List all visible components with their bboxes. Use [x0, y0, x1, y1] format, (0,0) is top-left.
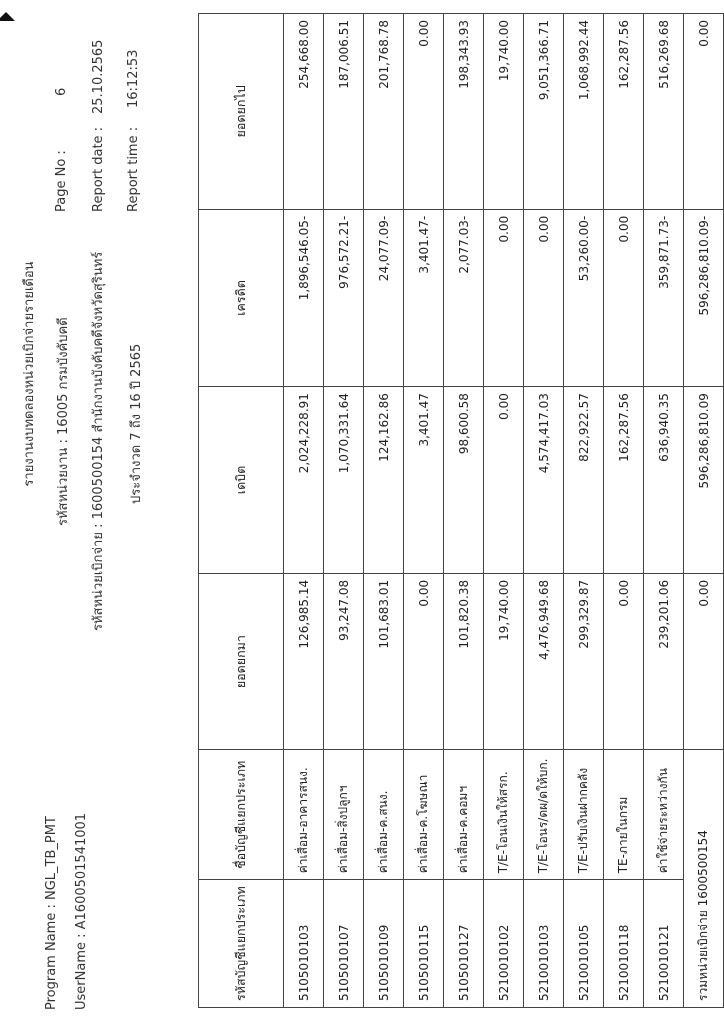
agency-code: รหัสหน่วยงาน : 16005 กรมบังคับคดี [56, 317, 71, 526]
debit: 2,024,228.91 [284, 387, 324, 574]
credit: 0.00 [604, 209, 644, 386]
debit: 98,600.58 [444, 387, 484, 574]
credit: 24,077.09- [364, 209, 404, 386]
brought-forward: 93,247.08 [324, 573, 364, 750]
account-name: TE-ภายในกรม [604, 750, 644, 880]
table-header-row [199, 14, 284, 1008]
debit: 1,070,331.64 [324, 387, 364, 574]
credit: 1,896,546.05- [284, 209, 324, 386]
report-time-value: 16:12:53 [126, 49, 141, 108]
page-no-label: Page No : [54, 150, 69, 212]
debit: 636,940.35 [644, 387, 684, 574]
credit: 2,077.03- [444, 209, 484, 386]
account-name: ค่าเสื่อม-ค.สนง. [364, 750, 404, 880]
carried-forward: 201,768.78 [364, 14, 404, 210]
brought-forward: 126,985.14 [284, 573, 324, 750]
credit: 976,572.21- [324, 209, 364, 386]
table-row [604, 14, 644, 1008]
credit: 0.00 [484, 209, 524, 386]
table-row [644, 14, 684, 1008]
carried-forward: 162,287.56 [604, 14, 644, 210]
brought-forward: 101,683.01 [364, 573, 404, 750]
table-row [404, 14, 444, 1008]
debit: 162,287.56 [604, 387, 644, 574]
col-brought-forward: ยอดยกมา [199, 573, 284, 750]
report-date-label: Report date : [91, 126, 106, 212]
carried-forward: 19,740.00 [484, 14, 524, 210]
report-title: รายงานงบทดลองหน่วยเบิกจ่ายรายเดือน [22, 261, 37, 487]
col-credit: เครดิต [199, 209, 284, 386]
user-name: UserName : A1600501541001 [74, 812, 89, 1010]
brought-forward: 239,201.06 [644, 573, 684, 750]
credit: 3,401.47- [404, 209, 444, 386]
account-name: T/E-โอนเงินให้สรก. [484, 750, 524, 880]
debit: 124,162.86 [364, 387, 404, 574]
total-brought-forward: 0.00 [684, 573, 724, 750]
debit: 3,401.47 [404, 387, 444, 574]
period: ประจำงวด 7 ถึง 16 ปี 2565 [129, 343, 144, 504]
account-code: 5105010109 [364, 880, 404, 1008]
carried-forward: 0.00 [404, 14, 444, 210]
carried-forward: 198,343.93 [444, 14, 484, 210]
account-code: 5105010127 [444, 880, 484, 1008]
report-date-value: 25.10.2565 [91, 39, 106, 114]
table-row [564, 14, 604, 1008]
trial-balance-table [198, 13, 724, 1008]
total-carried-forward: 0.00 [684, 14, 724, 210]
scan-mark [0, 12, 15, 21]
account-code: 5105010115 [404, 880, 444, 1008]
total-credit: 596,286,810.09- [684, 209, 724, 386]
program-name: Program Name : NGL_TB_PMT [44, 816, 59, 1010]
account-name: ค่าเสื่อม-อาคารสนง. [284, 750, 324, 880]
carried-forward: 1,068,992.44 [564, 14, 604, 210]
carried-forward: 187,006.51 [324, 14, 364, 210]
table-row [444, 14, 484, 1008]
debit: 0.00 [484, 387, 524, 574]
account-code: 5210010105 [564, 880, 604, 1008]
col-debit: เดบิต [199, 387, 284, 574]
account-code: 5210010102 [484, 880, 524, 1008]
carried-forward: 9,051,366.71 [524, 14, 564, 210]
account-name: ค่าเสื่อม-ค.คอมฯ [444, 750, 484, 880]
table-row [524, 14, 564, 1008]
account-name: ค่าเสื่อม-สิ่งปลูกฯ [324, 750, 364, 880]
account-code: 5105010103 [284, 880, 324, 1008]
account-code: 5210010121 [644, 880, 684, 1008]
col-carried-forward: ยอดยกไป [199, 14, 284, 210]
credit: 0.00 [524, 209, 564, 386]
carried-forward: 516,269.68 [644, 14, 684, 210]
account-name: T/E-โอนร/ดผ/ดให้บก. [524, 750, 564, 880]
brought-forward: 4,476,949.68 [524, 573, 564, 750]
table-row [484, 14, 524, 1008]
table-row [284, 14, 324, 1008]
page-no-value: 6 [54, 87, 69, 96]
brought-forward: 0.00 [604, 573, 644, 750]
credit: 359,871.73- [644, 209, 684, 386]
debit: 822,922.57 [564, 387, 604, 574]
account-name: ค่าเสื่อม-ค.โฆษณา [404, 750, 444, 880]
table-row [324, 14, 364, 1008]
col-account-name: ชื่อบัญชีแยกประเภท [199, 750, 284, 880]
report-time-label: Report time : [126, 126, 141, 212]
brought-forward: 101,820.38 [444, 573, 484, 750]
table-row [364, 14, 404, 1008]
disbursing-unit: รหัสหน่วยเบิกจ่าย : 1600500154 สำนักงานบังคับคดีจังหวัดสุรินทร์ [91, 251, 106, 631]
account-code: 5105010107 [324, 880, 364, 1008]
account-name: T/E-ปรับเงินฝากคลัง [564, 750, 604, 880]
brought-forward: 19,740.00 [484, 573, 524, 750]
debit: 4,574,417.03 [524, 387, 564, 574]
account-code: 5210010118 [604, 880, 644, 1008]
col-account-code: รหัสบัญชีแยกประเภท [199, 880, 284, 1008]
brought-forward: 0.00 [404, 573, 444, 750]
account-name: ค่าใช้จ่ายระหว่างกัน [644, 750, 684, 880]
carried-forward: 254,668.00 [284, 14, 324, 210]
total-debit: 596,286,810.09 [684, 387, 724, 574]
brought-forward: 299,329.87 [564, 573, 604, 750]
account-code: 5210010103 [524, 880, 564, 1008]
total-label: รวมหน่วยเบิกจ่าย 1600500154 [684, 750, 724, 1008]
total-row [684, 14, 724, 1008]
credit: 53,260.00- [564, 209, 604, 386]
